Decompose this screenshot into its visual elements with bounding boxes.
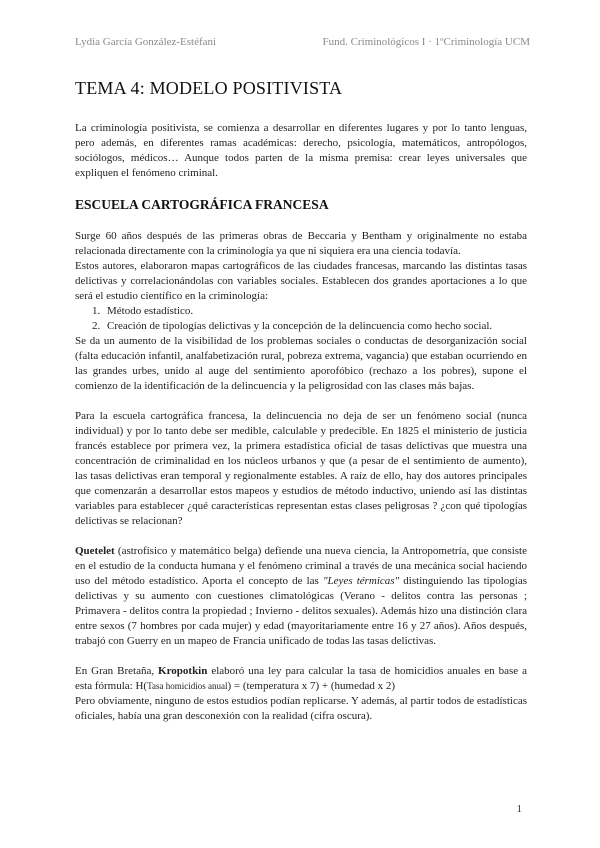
intro-paragraph: La criminología positivista, se comienza a desarrollar en diferentes lugares y por lo tanto lenguas, pero además, en diferentes ramas académicas: derecho, psicología, matemáticos, antropólogos, sociólogos, médicos… Aunque todos parten de la misma premisa: crear leyes universales que expliquen el fenómeno criminal.	[75, 122, 527, 179]
header-course: Fund. Criminológicos I · 1ºCriminología UCM	[322, 36, 530, 48]
page-title: TEMA 4: MODELO POSITIVISTA	[75, 78, 343, 98]
kropotkin-name: Kropotkin	[158, 665, 208, 677]
paragraph-social-problems: Se da un aumento de la visibilidad de los problemas sociales o conductas de desorganización social (falta educación infantil, analfabetización rural, pobreza extrema, vagancia) que estaban ocurriendo en las grandes urbes, unido al auge del sentimiento aporofóbico (rechazo a los pobres), supone el comienzo de la identificación de la delincuencia y la peligrosidad con las clases más bajas.	[75, 335, 527, 392]
page-number: 1	[516, 803, 522, 815]
section-heading: ESCUELA CARTOGRÁFICA FRANCESA	[75, 197, 329, 212]
quetelet-name: Quetelet	[75, 545, 115, 557]
list-item: 2. Creación de tipologías delictivas y la concepción de la delincuencia como hecho social.	[103, 319, 527, 334]
header-author: Lydia García González-Estéfani	[75, 36, 217, 48]
contributions-list	[75, 304, 527, 334]
paragraph-quetelet: Quetelet (astrofísico y matemático belga) defiende una nueva ciencia, la Antropometría, que consiste en el estudio de la conducta humana y el fenómeno criminal a través de una mecánica social haciendo uso del método estadístico. Aporta el concepto de las "Leyes térmicas" distinguiendo las tipologías delictivas y su aumento con cuestiones climatológicas (Verano - delitos contra las personas ; Primavera - delitos contra la propiedad ; Invierno - delitos sexuales). Además hizo una distinción clara entre sexos (7 hombres por cada mujer) y edad (mayoritariamente entre 16 y 27 años). Años después, trabajó con Guerry en un mapeo de Francia unificado de todas las tasas delictivas.	[75, 545, 527, 647]
paragraph-maps: Estos autores, elaboraron mapas cartográficos de las ciudades francesas, marcando las distintas tasas delictivas y correlacionándolas con variables sociales. Establecen dos grandes aportaciones a lo que será el estudio científico en la criminología:	[75, 260, 527, 302]
document-body	[75, 78, 527, 724]
list-item: 1. Método estadístico.	[103, 304, 527, 319]
thermal-laws-term: "Leyes térmicas"	[322, 575, 400, 587]
paragraph-kropotkin: En Gran Bretaña, Kropotkin elaboró una ley para calcular la tasa de homicidios anuales en base a esta fórmula: H(Tasa homicidios anual) = (temperatura x 7) + (humedad x 2)	[75, 665, 527, 692]
paragraph-origin: Surge 60 años después de las primeras obras de Beccaria y Bentham y originalmente no estaba relacionada directamente con la criminología ya que ni siquiera era una ciencia todavía.	[75, 230, 527, 257]
formula-subscript: Tasa homicidios anual	[147, 681, 228, 691]
paragraph-statistics: Para la escuela cartográfica francesa, la delincuencia no deja de ser un fenómeno social (nunca individual) y por lo tanto debe ser medible, calculable y predecible. En 1825 el ministerio de justicia francés establece por primera vez, la primera estadística oficial de tasas delictivas que muestra una concentración de criminalidad en los núcleos urbanos y que (a pesar de el sentimiento de aumento), las tasas delictivas eran temporal y regionalmente estables. A raíz de ello, hay dos autores principales que comenzarán a desarrollar estos mapeos y estudios de método inductivo, uniendo así las distintas variables para establecer ¿qué características representan estas clases peligrosas ? ¿con qué tipologías delictivas se relacionan?	[75, 410, 527, 527]
paragraph-conclusion: Pero obviamente, ninguno de estos estudios podían replicarse. Y además, al partir todos de estadísticas oficiales, había una gran desconexión con la realidad (cifra oscura).	[75, 695, 527, 722]
